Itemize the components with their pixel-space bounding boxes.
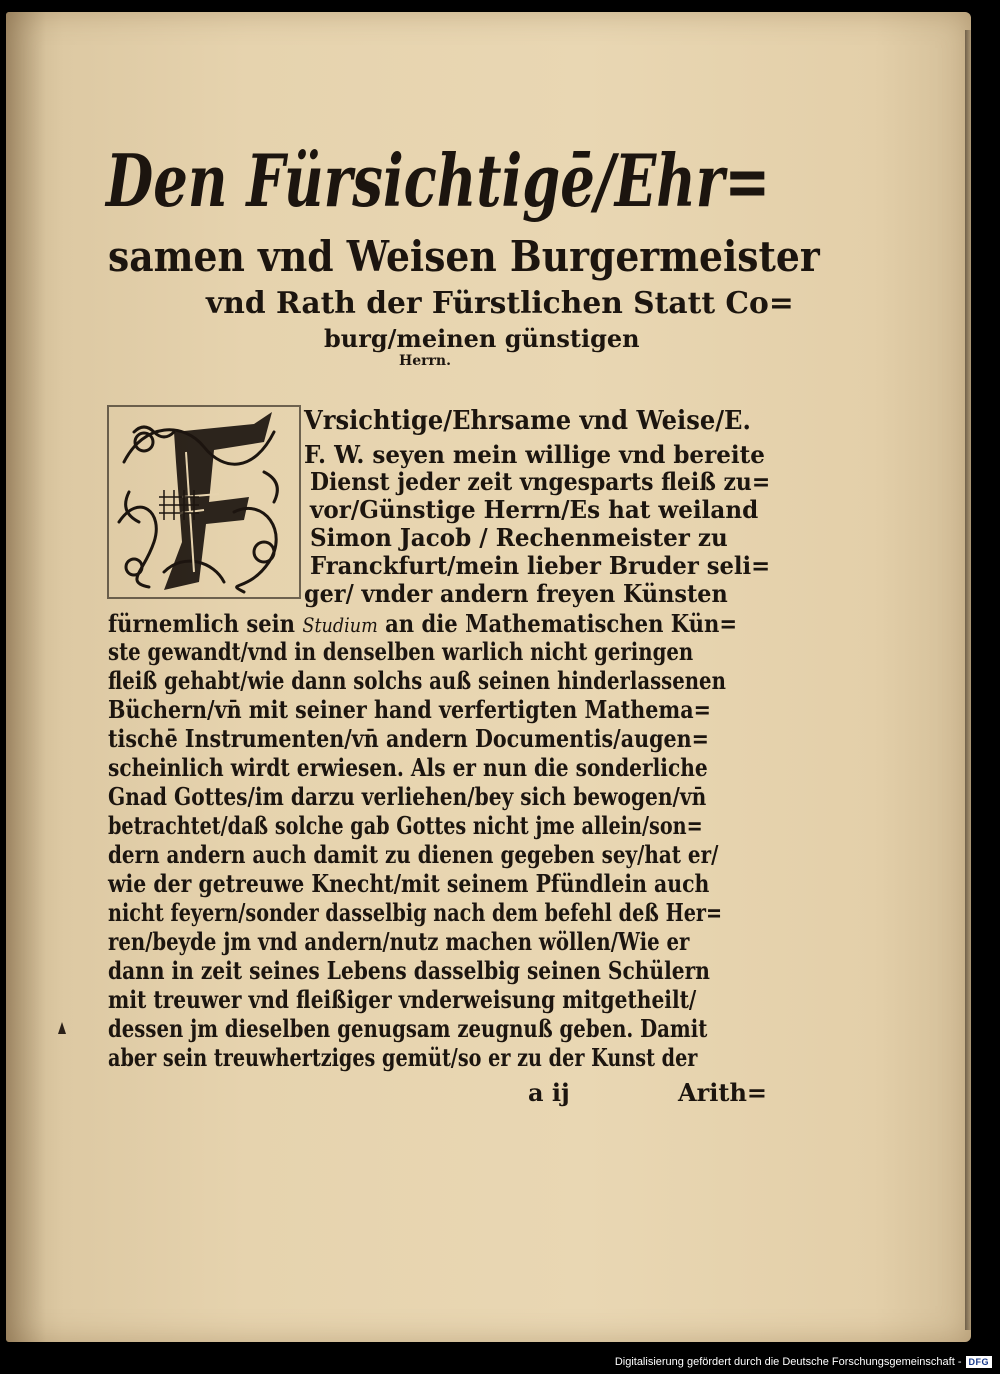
margin-mark-icon [58, 1022, 66, 1034]
body-line-15: betrachtet/daß solche gab Gottes nicht jme allein/son= [108, 811, 703, 840]
body-line-22: dessen jm dieselben genugsam zeugnuß geben. Damit [108, 1014, 708, 1043]
body-line-6: Franckfurt/mein lieber Bruder seli= [310, 551, 771, 580]
dedication-title-line-3: vnd Rath der Fürstlichen Statt Co= [206, 286, 794, 321]
body-line-12: tischē Instrumenten/vn̄ andern Documentis/augen= [108, 724, 709, 753]
catchword: Arith= [678, 1078, 768, 1107]
body-line-7: ger/ vnder andern freyen Künsten [304, 579, 728, 608]
page-edge-shadow [965, 30, 973, 1330]
dedication-title-line-5: Herrn. [399, 353, 451, 369]
body-line-21: mit treuwer vnd fleißiger vnderweisung mitgetheilt/ [108, 985, 697, 1014]
body-line-8-start: fürnemlich sein [108, 609, 303, 638]
body-line-8 [108, 609, 738, 638]
body-line-18: nicht feyern/sonder dasselbig nach dem befehl deß Her= [108, 898, 723, 927]
body-line-14: Gnad Gottes/im darzu verliehen/bey sich bewogen/vn̄ [108, 782, 707, 811]
body-line-11: Büchern/vn̄ mit seiner hand verfertigten Mathema= [108, 695, 711, 724]
dedication-title-line-4: burg/meinen günstigen [324, 324, 640, 353]
body-line-4: vor/Günstige Herrn/Es hat weiland [310, 495, 759, 524]
body-line-17: wie der getreuwe Knecht/mit seinem Pfündlein auch [108, 869, 710, 898]
body-line-10: fleiß gehabt/wie dann solchs auß seinen hinderlassenen [108, 666, 726, 695]
body-line-9: ste gewandt/vnd in denselben warlich nicht geringen [108, 637, 694, 666]
body-line-19: ren/beyde jm vnd andern/nutz machen wöllen/Wie er [108, 927, 690, 956]
body-line-1: Vrsichtige/Ehrsame vnd Weise/E. [304, 406, 751, 436]
body-line-20: dann in zeit seines Lebens dasselbig seinen Schülern [108, 956, 710, 985]
book-page [6, 12, 971, 1342]
dedication-title-line-1: Den Fürsichtigē/Ehr= [106, 138, 771, 223]
dfg-logo-icon: DFG [966, 1356, 993, 1368]
signature-mark: a ij [528, 1078, 570, 1107]
body-line-16: dern andern auch damit zu dienen gegeben sey/hat er/ [108, 840, 719, 869]
studium-word: Studium [302, 613, 378, 637]
digitization-credit [615, 1354, 992, 1370]
decorated-initial-letter [104, 402, 304, 602]
body-line-5: Simon Jacob / Rechenmeister zu [310, 523, 728, 552]
credit-text: Digitalisierung gefördert durch die Deutsche Forschungsgemeinschaft - [614, 1356, 962, 1368]
body-line-2: F. W. seyen mein willige vnd bereite [304, 440, 765, 469]
body-line-3: Dienst jeder zeit vngesparts fleiß zu= [310, 467, 771, 496]
dedication-title-line-2: samen vnd Weisen Burgermeister [108, 232, 820, 281]
body-line-13: scheinlich wirdt erwiesen. Als er nun die sonderliche [108, 753, 708, 782]
body-line-23: aber sein treuwhertziges gemüt/so er zu der Kunst der [108, 1043, 698, 1072]
page-gutter-shading [6, 12, 46, 1342]
body-line-8-end: an die Mathematischen Kün= [377, 609, 738, 638]
